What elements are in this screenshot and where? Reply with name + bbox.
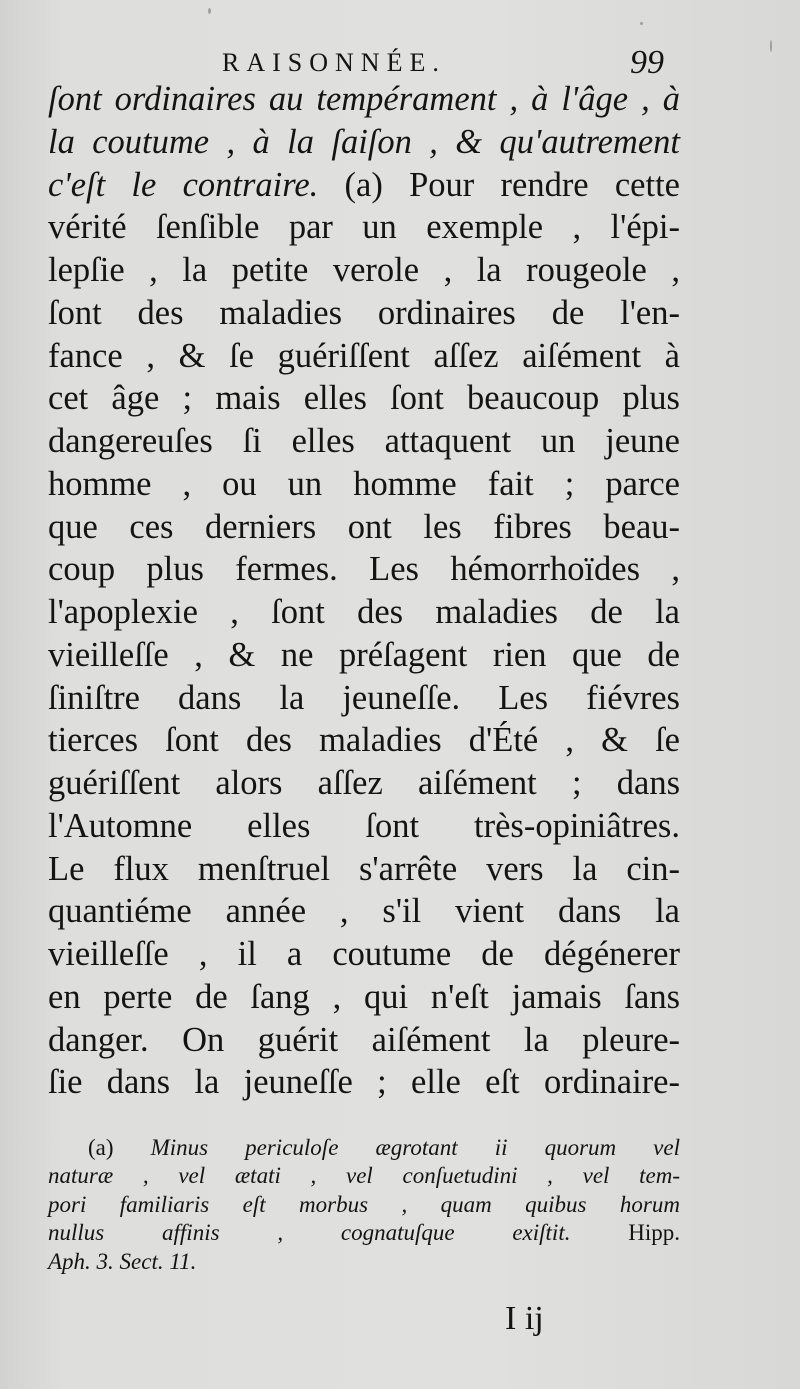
text-line (48, 719, 680, 762)
text-line-segment: danger. On guérit aiſément la pleure- (48, 1020, 680, 1059)
footnote-line-segment: nullus affinis , cognatuſque exiſtit. (48, 1220, 571, 1246)
footnote-line (48, 1191, 680, 1219)
paper-speck (770, 40, 772, 52)
running-head-title: RAISONNÉE. (222, 48, 446, 77)
text-line (48, 206, 680, 249)
footnote-line-segment: Aph. 3. Sect. 11. (48, 1248, 197, 1274)
footnote-line-segment: naturæ , vel ætati , vel conſuetudini , vel tem- (48, 1163, 680, 1189)
text-line (48, 805, 680, 848)
text-line-segment: cet âge ; mais elles ſont beaucoup plus (48, 379, 680, 418)
body-text (48, 78, 680, 1104)
text-line-segment: homme , ou un homme fait ; parce (48, 464, 680, 503)
text-line-segment: vieilleſſe , il a coutume de dégénerer (48, 935, 680, 973)
text-line-segment: en perte de ſang , qui n'eſt jamais ſans (48, 977, 680, 1016)
text-line-segment: l'Automne elles ſont très-opiniâtres. (48, 806, 680, 845)
paper-speck (208, 8, 211, 14)
footnote-line (48, 1248, 680, 1276)
text-line (48, 164, 680, 207)
text-line-segment: vieilleſſe , & ne préſagent rien que de (48, 635, 680, 674)
footnote-line-segment: Hipp. (570, 1220, 681, 1246)
text-line (48, 591, 680, 634)
text-line (48, 335, 680, 378)
text-line-segment: coup plus fermes. Les hémorrhoïdes , (48, 550, 680, 589)
text-line-segment: fance , & ſe guériſſent aſſez aiſément à (48, 336, 680, 375)
footnote-line (48, 1134, 680, 1162)
text-line-segment: ſiniſtre dans la jeuneſſe. Les fiévres (48, 678, 680, 717)
text-line (48, 762, 680, 805)
text-line-segment: guériſſent alors aſſez aiſément ; dans (48, 764, 680, 802)
signature-mark: I ij (505, 1300, 544, 1337)
text-line (48, 848, 680, 891)
text-line (48, 890, 680, 933)
text-line (48, 292, 680, 335)
text-line-segment: ſont des maladies ordinaires de l'en- (48, 293, 680, 332)
footnote-line (48, 1162, 680, 1190)
text-line-segment: lepſie , la petite verole , la rougeole , (48, 251, 680, 289)
text-line-segment: que ces derniers ont les fibres beau- (48, 507, 680, 546)
text-line-segment: dangereuſes ſi elles attaquent un jeune (48, 422, 680, 460)
text-line (48, 249, 680, 292)
text-line (48, 1061, 680, 1104)
text-line-segment: vérité ſenſible par un exemple , l'épi- (48, 208, 680, 247)
footnote-line-segment: pori familiaris eſt morbus , quam quibus horum (48, 1191, 680, 1217)
text-line-segment: Le flux menſtruel s'arrête vers la cin- (48, 849, 680, 888)
text-line (48, 677, 680, 720)
text-line (48, 506, 680, 549)
paper-speck (640, 22, 643, 25)
text-line (48, 976, 680, 1019)
footnote-block (48, 1134, 680, 1276)
footnote-line-segment: (a) (88, 1135, 151, 1160)
page-number: 99 (630, 44, 664, 81)
text-line (48, 121, 680, 164)
text-line-segment: l'apoplexie , ſont des maladies de la (48, 593, 680, 631)
text-line-segment: tierces ſont des maladies d'Été , & ſe (48, 721, 680, 760)
text-line-segment: (a) Pour rendre cette (318, 165, 680, 204)
text-line (48, 634, 680, 677)
text-line-segment: ſie dans la jeuneſſe ; elle eſt ordinaire- (48, 1063, 680, 1102)
text-line-segment: la coutume , à la ſaiſon , & qu'autrement (48, 122, 680, 161)
text-line (48, 377, 680, 420)
text-line-segment: quantiéme année , s'il vient dans la (48, 892, 680, 931)
text-line (48, 548, 680, 591)
text-line (48, 1019, 680, 1062)
text-line (48, 463, 680, 506)
text-line-segment: ſont ordinaires au tempérament , à l'âge , à (48, 80, 680, 118)
footnote-line (48, 1219, 680, 1247)
text-line (48, 420, 680, 463)
text-line (48, 78, 680, 121)
text-line (48, 933, 680, 976)
text-line-segment: c'eſt le contraire. (48, 165, 319, 204)
footnote-line-segment: Minus periculoſe ægrotant ii quorum vel (150, 1135, 680, 1160)
